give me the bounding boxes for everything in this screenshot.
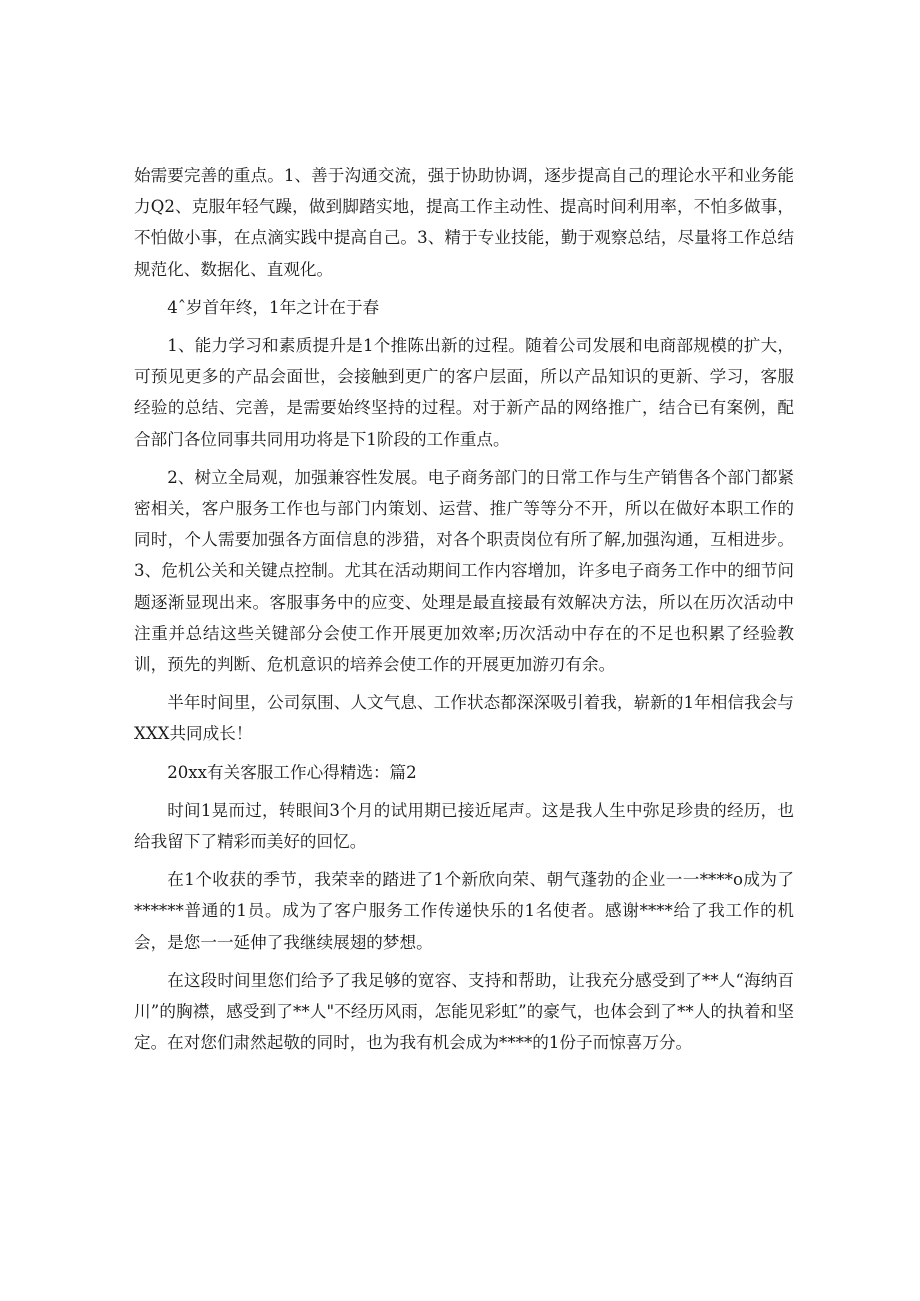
section-heading-2: 20xx有关客服工作心得精选：篇2 (167, 762, 417, 782)
paragraph-8: 在1个收获的季节，我荣幸的踏进了1个新欣向荣、朝气蓬勃的企业一一****o成为了******普通的1员。成为了客户服务工作传递快乐的1名使者。感谢****给了我工作的机会，是您一一延伸了我继续展翅的梦想。 (134, 870, 794, 952)
paragraph-5: 半年时间里，公司氛围、人文气息、工作状态都深深吸引着我，崭新的1年相信我会与XXX共同成长！ (134, 693, 794, 744)
document-body (134, 160, 794, 1065)
paragraph-3: 1、能力学习和素质提升是1个推陈出新的过程。随着公司发展和电商部规模的扩大，可预见更多的产品会面世，会接触到更广的客户层面，所以产品知识的更新、学习，客服经验的总结、完善，是需要始终坚持的过程。对于新产品的网络推广，结合已有案例，配合部门各位同事共同用功将是下1阶段的工作重点。 (134, 336, 794, 449)
paragraph-9: 在这段时间里您们给予了我足够的宽容、支持和帮助，让我充分感受到了**人“海纳百川”的胸襟，感受到了**人"不经历风雨，怎能见彩虹”的豪气，也体会到了**人的执着和坚定。在对您们肃然起敬的同时，也为我有机会成为****的1份子而惊喜万分。 (134, 970, 794, 1053)
paragraph-7: 时间1晃而过，转眼间3个月的试用期已接近尾声。这是我人生中弥足珍贵的经历，也给我留下了精彩而美好的回忆。 (134, 800, 794, 852)
paragraph-4: 2、树立全局观，加强兼容性发展。电子商务部门的日常工作与生产销售各个部门都紧密相关，客户服务工作也与部门内策划、运营、推广等等分不开，所以在做好本职工作的同时，个人需要加强各方面信息的涉猎，对各个职责岗位有所了解,加强沟通，互相进步。3、危机公关和关键点控制。尤其在活动期间工作内容增加，许多电子商务工作中的细节问题逐渐显现出来。客服事务中的应变、处理是最直接最有效解决方法，所以在历次活动中注重并总结这些关键部分会使工作开展更加效率;历次活动中存在的不足也积累了经验教训，预先的判断、危机意识的培养会使工作的开展更加游刃有余。 (134, 467, 794, 675)
paragraph-1: 始需要完善的重点。1、善于沟通交流，强于协助协调，逐步提高自己的理论水平和业务能力Q2、克服年轻气躁，做到脚踏实地，提高工作主动性、提高时间利用率，不怕多做事，不怕做小事，在点滴实践中提高自己。3、精于专业技能，勤于观察总结，尽量将工作总结规范化、数据化、直观化。 (134, 166, 794, 279)
paragraph-2-heading: 4ˆ岁首年终，1年之计在于春 (167, 297, 380, 317)
